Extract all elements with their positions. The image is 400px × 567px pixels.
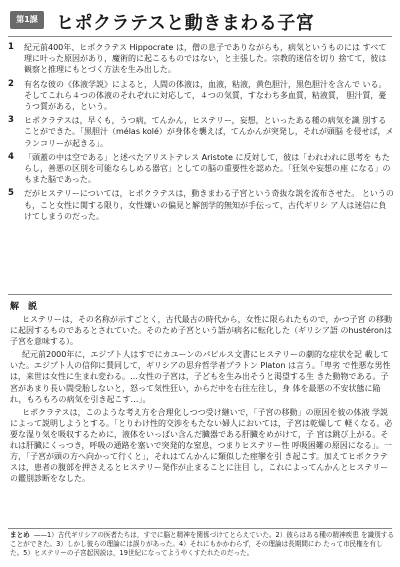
key-point bbox=[8, 115, 394, 149]
summary-box bbox=[10, 531, 394, 559]
commentary-paragraph: 紀元前2000年に，エジプト人はすでにカユーンのパピルス文書にヒステリーの劇的な症状を記 載していた。エジプト人の信仰に賛同して，ギリシアの思弁哲学者プラトン Platon は言う。「卑劣 で性悪な男性は，来世は女性に生まれ変わる。…女性の子宮は，子どもを生み出そうと渇望する生 きた動物である。子宮があまり長い間受胎しないと，怒って気性狂い，からだ中を右往左往し，身 体を最悪の不安状態に陥れ，もろもろの病気を引き起こす…」。 bbox=[10, 350, 391, 404]
summary-text: ——1）古代ギリシアの医者たちは，すでに脳と精神を関係づけてとらえていた。2）彼らはある種の精神疾患 を識別することができた。3）しかし彼らの理論には誤りがあった。4）それにもかかわらず，その理論は長期間にわ たって市民権を有した。5）ヒステリーの子宮起因説は，19世紀になってようやくすたれたのだった。 bbox=[10, 531, 394, 558]
point-number: 3 bbox=[8, 115, 14, 126]
key-point bbox=[8, 42, 394, 76]
point-text: 紀元前400年、ヒポクラテス Hippocrate は，僧の息子でありながらも，病気というものには すべて理に叶った原因があり，魔術的に起こるものではない，と主張した。宗教的迷信を切り 捨てて，彼は観察と推理にもとづく方法を生み出した。 bbox=[24, 43, 387, 75]
page-title: ヒポクラテスと動きまわる子宮 bbox=[56, 13, 315, 34]
key-points-list bbox=[8, 42, 394, 225]
summary-divider bbox=[8, 528, 392, 529]
point-number: 4 bbox=[8, 151, 14, 162]
point-text: ヒポクラテスは，早くも，うつ病，てんかん，ヒステリー，妄想，といったある種の病気を識 別することができた。「黒胆汁（mélas kolé）が身体を襲えば，てんかんが突発し，それが頭脳 を侵せば，メランコリーが起きる」。 bbox=[24, 116, 394, 148]
lesson-badge: 第1課 bbox=[10, 11, 44, 29]
commentary-heading: 解 説 bbox=[10, 302, 38, 312]
title-divider bbox=[8, 36, 392, 37]
key-point bbox=[8, 152, 394, 186]
commentary-paragraph: ヒポクラテスは，このような考え方を合理化しつつ受け継いで，「子宮の移動」の原因を彼の体液 学説によって説明しようとする。「とりわけ性的交渉をもたない婦人においては，子宮は乾燥して 軽くなる。必要な湿り気を吸収するために，液体をいっぱい含んだ臓器である肝臓をめがけて，子 宮は跳び上がる。それは肝臓にくっつき，呼吸の通路を塞いで突発的な窒息，つまりヒステリー性 呼吸困難の原因になる」。一方，「子宮が頭の方へ向かって行くと」，それはてんかんに類似した痙攣を引 き起こす。加えてヒポクラテスは，患者の腹部を押さえるとヒステリー発作が止まることに注目 し，これによってんかんとヒステリーの鑑別診断をなした。 bbox=[10, 407, 393, 484]
commentary-paragraph: ヒステリーは，その名称が示すごとく，古代最古の時代から，女性に限られたもので，かつ子宮 の移動に起因するものであるとされていた。そのため子宮という語が病名に転化した（ギリシア語 のhustéronは子宮を意味する）。 bbox=[10, 315, 393, 347]
point-text: 有名な彼の《体液学説》によると，人間の体液は，血液，粘液，黄色胆汁，黒色胆汁を含んで いる。そしてこれら４つの体液のそれぞれに対応して，４つの気質，すなわち多血質，粘液質， 胆汁質，憂うつ質がある，という。 bbox=[24, 79, 387, 112]
commentary-body bbox=[10, 314, 394, 486]
key-point bbox=[8, 79, 394, 113]
lesson-header bbox=[8, 8, 392, 36]
section-divider bbox=[8, 294, 392, 295]
point-text: 「頭蓋の中は空である」と述べたアリストテレス Aristote に反対して，彼は「われわれに思考を もたらし，善悪の区別を可能ならしめる器官」としての脳の重要性を認めた。「狂気や妄想の座 になる」のもまた脳であった。 bbox=[24, 152, 391, 185]
point-number: 5 bbox=[8, 188, 14, 199]
point-text: だがヒステリーについては，ヒポクラテスは，動きまわる子宮という奇抜な説を流布させた。 というのも，こと女性に関する限り，女性嫌いの偏見と解剖学的無知が手伝って，古代ギリシ ア人は迷信に負けてしまうのだった。 bbox=[24, 189, 394, 221]
point-number: 2 bbox=[8, 78, 14, 89]
summary-label: まとめ bbox=[10, 531, 30, 539]
point-number: 1 bbox=[8, 42, 14, 52]
key-point bbox=[8, 188, 394, 222]
